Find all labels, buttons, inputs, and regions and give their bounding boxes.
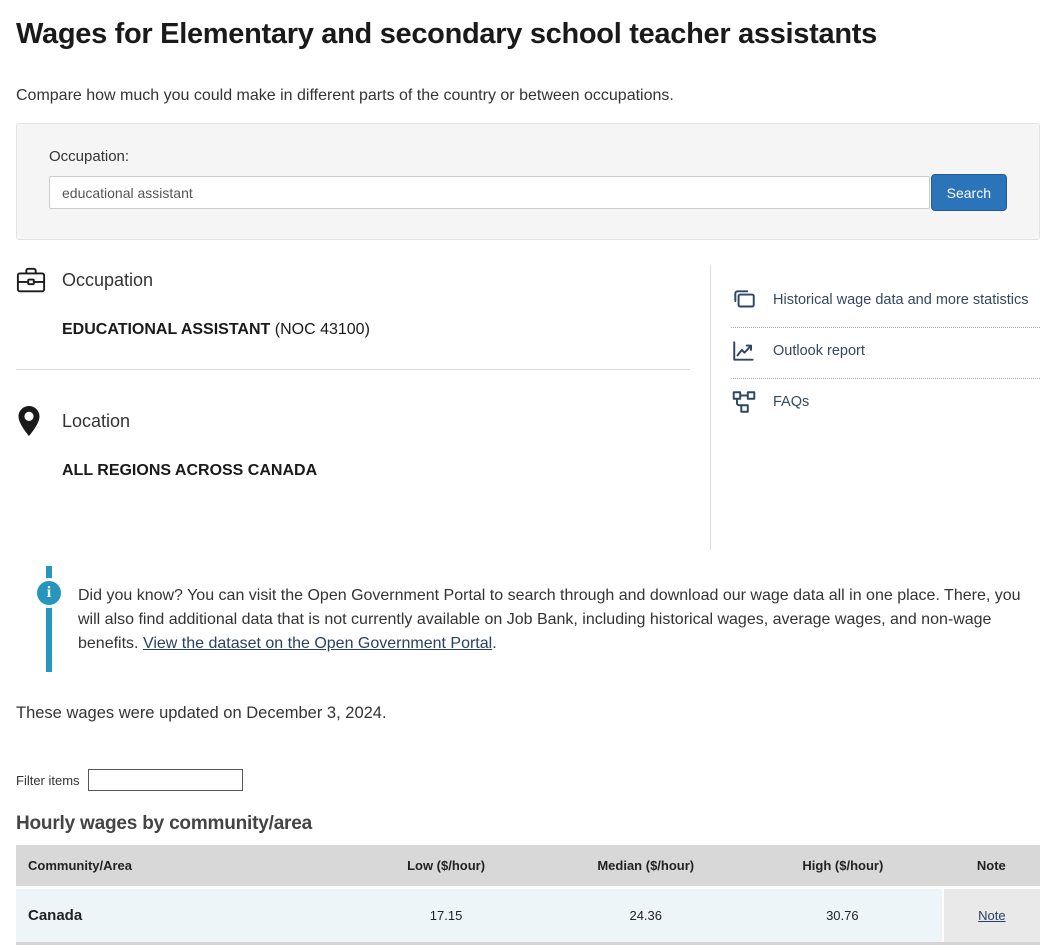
table-header-row: [16, 845, 1040, 888]
open-government-portal-link[interactable]: View the dataset on the Open Government Portal: [142, 635, 493, 652]
occupation-name: EDUCATIONAL ASSISTANT: [62, 321, 271, 338]
sidebar-item-faqs[interactable]: [731, 379, 1040, 429]
briefcase-icon: [16, 265, 46, 295]
filter-items-input[interactable]: [88, 769, 243, 791]
sidebar-item-label: Historical wage data and more statistics: [773, 292, 1029, 308]
occupation-value: [62, 321, 690, 339]
main-left-column: [16, 265, 710, 550]
occupation-search-input[interactable]: [49, 176, 930, 209]
occupation-location-section: [16, 265, 1040, 550]
column-header-note: Note: [943, 845, 1040, 888]
section-divider: [16, 369, 690, 370]
info-icon: i: [34, 578, 64, 608]
hourly-wages-table: [16, 845, 1040, 945]
note-link[interactable]: Note: [978, 908, 1006, 923]
occupation-search-panel: [16, 123, 1040, 240]
related-links-sidebar: [710, 265, 1040, 550]
column-header-community-area: Community/Area: [16, 845, 344, 888]
location-pin-icon: [16, 406, 46, 436]
folders-icon: [731, 287, 757, 313]
line-chart-icon: [731, 338, 757, 364]
occupation-block-header: [16, 265, 690, 295]
search-button[interactable]: Search: [931, 174, 1007, 211]
page-subtitle: Compare how much you could make in different parts of the country or between occupations.: [16, 87, 674, 104]
page-title: Wages for Elementary and secondary school teacher assistants: [16, 18, 877, 50]
sidebar-item-historical-wage-data[interactable]: [731, 277, 1040, 328]
did-you-know-info-box: [16, 566, 1040, 678]
wages-updated-text: These wages were updated on December 3, 2024.: [16, 704, 387, 722]
filter-row: [16, 769, 1040, 791]
cell-low-wage: 17.15: [344, 888, 549, 944]
column-header-median: Median ($/hour): [548, 845, 743, 888]
location-value: ALL REGIONS ACROSS CANADA: [62, 462, 318, 479]
column-header-high: High ($/hour): [743, 845, 943, 888]
sidebar-item-label: FAQs: [773, 394, 810, 410]
cell-note: [943, 888, 1040, 944]
cell-high-wage: 30.76: [743, 888, 943, 944]
occupation-noc: (NOC 43100): [270, 321, 370, 338]
column-header-low: Low ($/hour): [344, 845, 549, 888]
filter-items-label: Filter items: [16, 772, 80, 788]
location-heading: Location: [62, 410, 131, 431]
occupation-search-label: Occupation:: [49, 148, 130, 165]
sitemap-icon: [731, 389, 757, 415]
table-row: [16, 888, 1040, 944]
occupation-heading: Occupation: [62, 269, 154, 290]
sidebar-item-label: Outlook report: [773, 343, 865, 359]
info-text: Did you know? You can visit the Open Government Portal to search through and download our wage data all in one place. There, you will also find additional data that is not currently available on Job Bank, including historical wages, average wages, and non-wage benefits. View the dataset on the Open Government Portal.: [78, 587, 1021, 652]
cell-community: Canada: [16, 888, 344, 944]
sidebar-item-outlook-report[interactable]: [731, 328, 1040, 379]
hourly-wages-table-heading: Hourly wages by community/area: [16, 813, 312, 834]
cell-median-wage: 24.36: [548, 888, 743, 944]
location-block-header: [16, 406, 690, 436]
